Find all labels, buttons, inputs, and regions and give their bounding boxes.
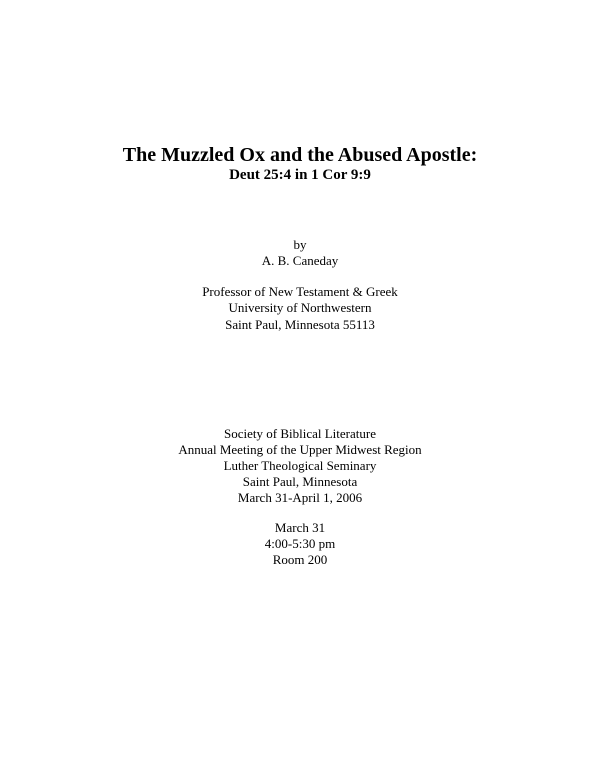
session-date: March 31 — [274, 520, 326, 535]
venue-seminary: Luther Theological Seminary — [223, 458, 377, 473]
author-name: A. B. Caneday — [261, 253, 339, 268]
venue-society: Society of Biblical Literature — [224, 426, 376, 441]
venue-dates: March 31-April 1, 2006 — [237, 490, 363, 505]
document-title: The Muzzled Ox and the Abused Apostle: — [122, 144, 478, 166]
document-subtitle: Deut 25:4 in 1 Cor 9:9 — [229, 167, 371, 183]
affiliation-institution: University of Northwestern — [228, 300, 372, 315]
byline-by: by — [293, 237, 307, 252]
session-room: Room 200 — [272, 552, 328, 567]
affiliation-title: Professor of New Testament & Greek — [202, 284, 398, 299]
venue-location: Saint Paul, Minnesota — [242, 474, 358, 489]
affiliation-address: Saint Paul, Minnesota 55113 — [225, 317, 375, 332]
session-time: 4:00-5:30 pm — [264, 536, 336, 551]
venue-meeting: Annual Meeting of the Upper Midwest Region — [178, 442, 422, 457]
